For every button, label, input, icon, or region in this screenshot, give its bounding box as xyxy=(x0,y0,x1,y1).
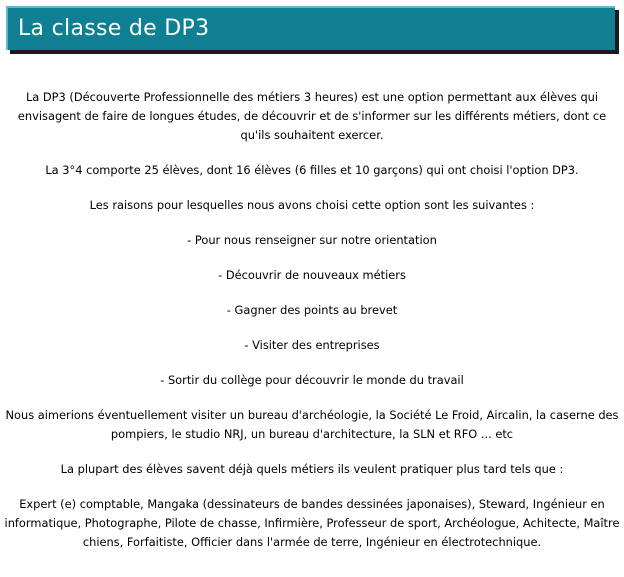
page-title: La classe de DP3 xyxy=(18,16,210,41)
jobs-intro-paragraph: La plupart des élèves savent déjà quels métiers ils veulent pratiquer plus tard tels que : xyxy=(60,462,564,476)
reason-item: - Pour nous renseigner sur notre orientation xyxy=(187,233,437,247)
intro-paragraph: La DP3 (Découverte Professionnelle des métiers 3 heures) est une option permettant aux élèves qui envisagent de faire de longues études, de découvrir et de s'informer sur les différents métiers, dont ce qu'ils souhaitent exercer. xyxy=(17,90,607,142)
jobs-list-paragraph: Expert (e) comptable, Mangaka (dessinateurs de bandes dessinées japonaises), Steward, Ingénieur en informatique, Photographe, Pilote de chasse, Infirmière, Professeur de sport, Archéologue, Achitecte, Maître chiens, Forfaitiste, Officier dans l'armée de terre, Ingénieur en électrotechnique. xyxy=(4,497,620,549)
class-info-paragraph: La 3°4 comporte 25 élèves, dont 16 élèves (6 filles et 10 garçons) qui ont choisi l'option DP3. xyxy=(45,163,579,177)
reason-item: - Découvrir de nouveaux métiers xyxy=(218,268,406,282)
reasons-intro-paragraph: Les raisons pour lesquelles nous avons choisi cette option sont les suivantes : xyxy=(89,198,535,212)
page-title-bar xyxy=(6,6,615,50)
reason-item: - Visiter des entreprises xyxy=(244,338,380,352)
main-content xyxy=(0,88,624,552)
reason-item: - Sortir du collège pour découvrir le monde du travail xyxy=(160,373,464,387)
reason-item: - Gagner des points au brevet xyxy=(226,303,398,317)
visits-paragraph: Nous aimerions éventuellement visiter un bureau d'archéologie, la Société Le Froid, Aircalin, la caserne des pompiers, le studio NRJ, un bureau d'architecture, la SLN et RFO ... etc xyxy=(5,408,619,441)
